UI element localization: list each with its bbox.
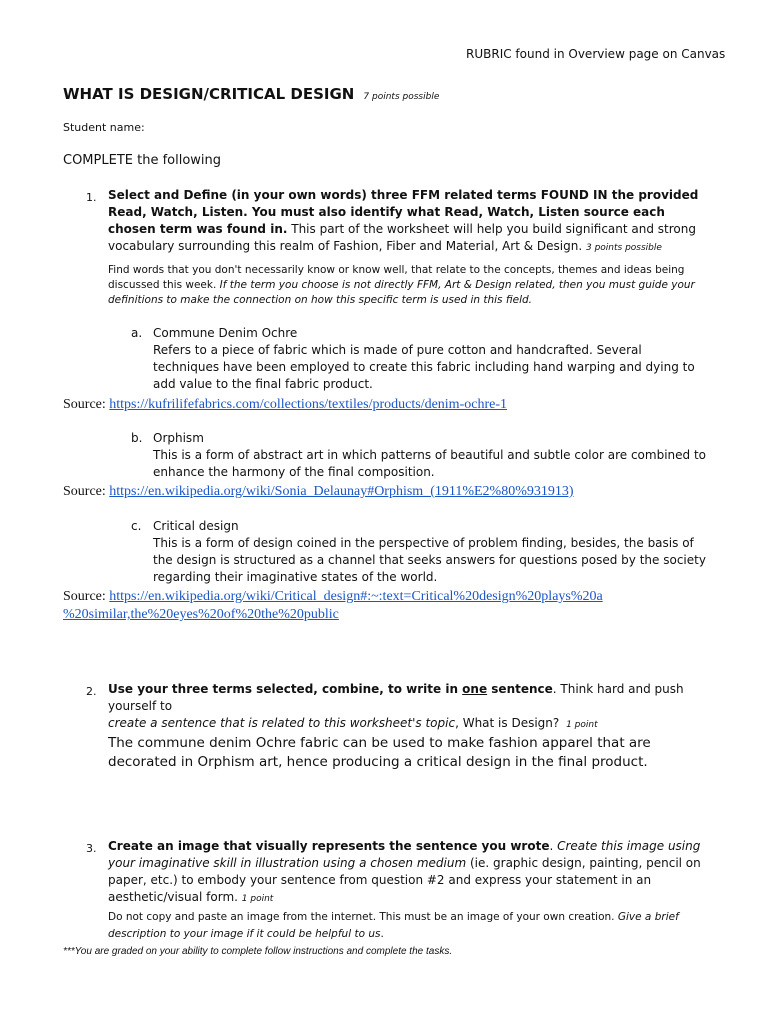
term-a-name: Commune Denim Ochre	[153, 326, 298, 340]
q1-number: 1.	[86, 191, 97, 204]
q1-bold: Select and Define (in your own words) three FFM related terms FOUND IN the provided Read, Watch, Listen. You must also identify what Read, Watch, Listen source each chosen term was found in.	[108, 188, 699, 236]
q2-text	[108, 681, 708, 734]
q3-number: 3.	[86, 842, 97, 855]
q2-bold-a: Use your three terms selected, combine, to write in	[108, 682, 463, 696]
title-points: 7 points possible	[363, 92, 440, 102]
q3-bold: Create an image that visually represents the sentence you wrote	[108, 839, 550, 853]
q1-text	[108, 187, 708, 257]
term-c-letter: c.	[131, 519, 142, 533]
q1-note	[108, 263, 708, 308]
student-name-label: Student name:	[63, 121, 145, 134]
term-a-definition: Refers to a piece of fabric which is made of pure cotton and handcrafted. Several techniques have been employed to create this fabric including hand warping and dying to add value to the final fabric product.	[153, 343, 695, 391]
q2-normal: . Think hard and push yourself to	[108, 682, 684, 713]
q3-note	[108, 909, 708, 943]
q1-normal: This part of the worksheet will help you build significant and strong vocabulary surrounding this realm of Fashion, Fiber and Material, Art & Design.	[108, 222, 696, 253]
q1-points: 3 points possible	[586, 243, 662, 253]
term-c-source-label: Source:	[63, 589, 110, 604]
complete-label: COMPLETE the following	[63, 153, 222, 168]
q3-note-end: .	[380, 928, 384, 940]
q1-note-normal: Find words that you don't necessarily know or know well, that relate to the concepts, themes and ideas being discussed this week.	[108, 264, 685, 291]
term-a-letter: a.	[131, 326, 143, 340]
q3-normal2: (ie. graphic design, painting, pencil on paper, etc.) to embody your sentence from question #2 and express your statement in an aesthetic/visual form.	[108, 856, 701, 904]
term-c	[153, 518, 708, 586]
q2-normal2: , What is Design?	[455, 716, 560, 730]
rubric-note: RUBRIC found in Overview page on Canvas	[466, 47, 726, 61]
q2-points: 1 point	[566, 720, 598, 730]
q3-points: 1 point	[241, 894, 274, 904]
q3-normal: .	[549, 839, 558, 853]
term-a-source-label: Source:	[63, 397, 110, 412]
document-title	[63, 84, 439, 103]
q3-italic: Create this image using your imaginative skill in illustration using a chosen medium	[108, 839, 701, 870]
q3-note-normal: Do not copy and paste an image from the internet. This must be an image of your own creation.	[108, 911, 615, 923]
q2-italic: create a sentence that is related to this worksheet's topic	[108, 716, 456, 730]
term-c-definition: This is a form of design coined in the perspective of problem finding, besides, the basis of the design is structured as a channel that seeks answers for questions posed by the society regarding their imaginative states of the world.	[153, 536, 706, 584]
q3-note-italic: Give a brief description to your image if it could be helpful to us	[108, 911, 679, 940]
term-b-source-link[interactable]: https://en.wikipedia.org/wiki/Sonia_Delaunay#Orphism_(1911%E2%80%931913)	[109, 484, 574, 499]
q2-bold-underlined: one	[462, 682, 488, 696]
term-b-name: Orphism	[153, 431, 204, 445]
term-b-source	[63, 483, 574, 501]
term-c-source-link-line2[interactable]: %20similar,the%20eyes%20of%20the%20public	[63, 607, 339, 622]
term-c-source	[63, 588, 723, 624]
term-b	[153, 430, 708, 481]
q2-number: 2.	[86, 685, 97, 698]
term-a-source	[63, 396, 507, 414]
term-c-name: Critical design	[153, 519, 239, 533]
footer-note: ***You are graded on your ability to complete follow instructions and complete the tasks.	[63, 946, 453, 957]
q1-note-italic: If the term you choose is not directly FFM, Art & Design related, then you must guide your definitions to make the connection on how this specific term is used in this field.	[108, 279, 695, 306]
term-b-definition: This is a form of abstract art in which patterns of beautiful and subtle color are combined to enhance the harmony of the final composition.	[153, 448, 706, 479]
q2-answer: The commune denim Ochre fabric can be used to make fashion apparel that are decorated in Orphism art, hence producing a critical design in the final product.	[108, 735, 651, 770]
title-text: WHAT IS DESIGN/CRITICAL DESIGN	[63, 85, 355, 103]
term-b-source-label: Source:	[63, 484, 110, 499]
term-a-source-link[interactable]: https://kufrilifefabrics.com/collections/textiles/products/denim-ochre-1	[109, 397, 507, 412]
q2-bold-b: sentence	[487, 682, 553, 696]
q3-text	[108, 838, 708, 908]
term-b-letter: b.	[131, 431, 143, 445]
term-a	[153, 325, 708, 393]
term-c-source-link-line1[interactable]: https://en.wikipedia.org/wiki/Critical_design#:~:text=Critical%20design%20plays%20a	[109, 589, 603, 604]
